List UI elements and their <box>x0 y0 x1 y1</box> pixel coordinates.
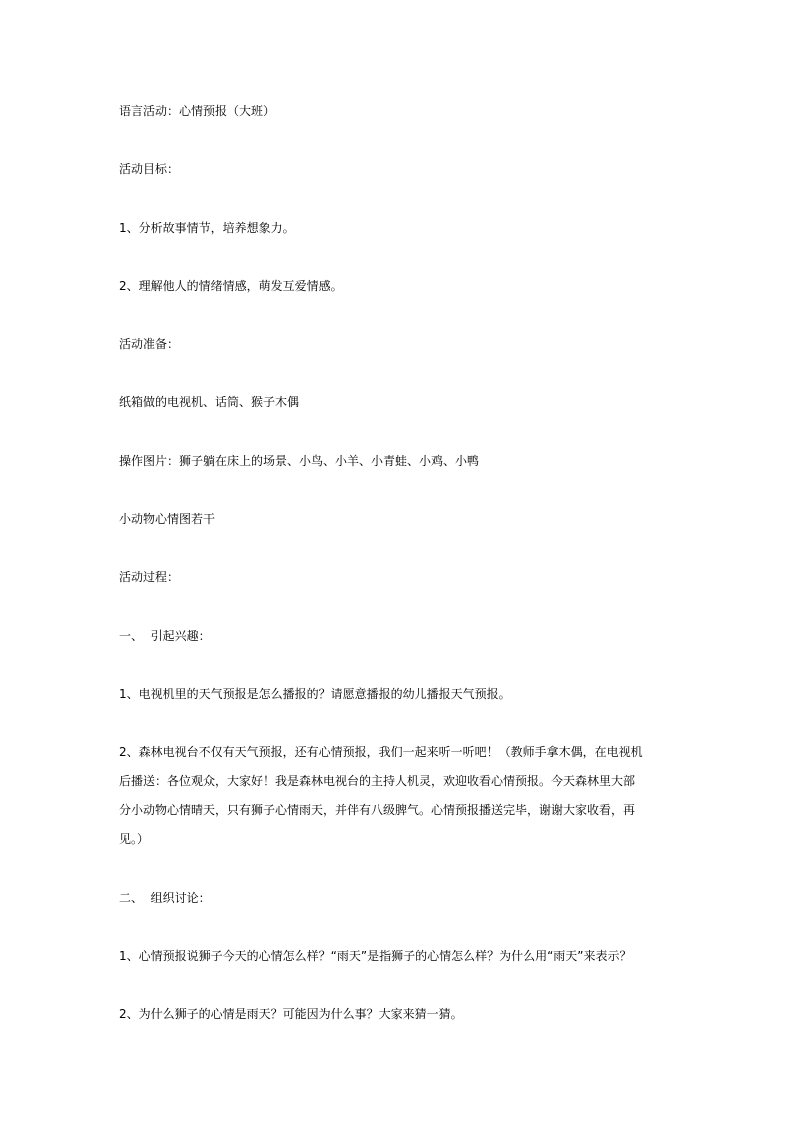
process-step-2-heading: 二、 组织讨论： <box>119 890 211 905</box>
process-step-1-heading: 一、 引起兴趣： <box>119 628 211 643</box>
process-step-2-item-2: 2、为什么狮子的心情是雨天？可能因为什么事？大家来猜一猜。 <box>119 1007 463 1022</box>
section-heading-preparation: 活动准备： <box>119 337 180 352</box>
goal-item-1: 1、分析故事情节，培养想象力。 <box>119 220 295 235</box>
goal-item-2: 2、理解他人的情绪情感，萌发互爱情感。 <box>119 278 343 293</box>
process-step-2-item-1: 1、心情预报说狮子今天的心情怎么样？“雨天”是指狮子的心情怎么样？为什么用“雨天”来表示？ <box>119 948 632 963</box>
process-step-1-item-1: 1、电视机里的天气预报是怎么播报的？请愿意播报的幼儿播报天气预报。 <box>119 686 511 701</box>
preparation-item-3: 小动物心情图若干 <box>119 512 216 527</box>
document-title: 语言活动：心情预报（大班） <box>119 104 276 118</box>
preparation-item-2: 操作图片：狮子躺在床上的场景、小鸟、小羊、小青蛙、小鸡、小鸭 <box>119 453 480 468</box>
preparation-item-1: 纸箱做的电视机、话筒、猴子木偶 <box>119 395 300 410</box>
section-heading-process: 活动过程： <box>119 570 180 585</box>
section-heading-goals: 活动目标： <box>119 162 180 177</box>
process-step-1-item-2: 2、森林电视台不仅有天气预报，还有心情预报，我们一起来听一听吧！（教师手拿木偶，在电视机后播送：各位观众，大家好！我是森林电视台的主持人机灵，欢迎收看心情预报。今天森林里大部分小动物心情晴天，只有狮子心情雨天，并伴有八级脾气。心情预报播送完毕，谢谢大家收看，再见。） <box>119 744 643 846</box>
